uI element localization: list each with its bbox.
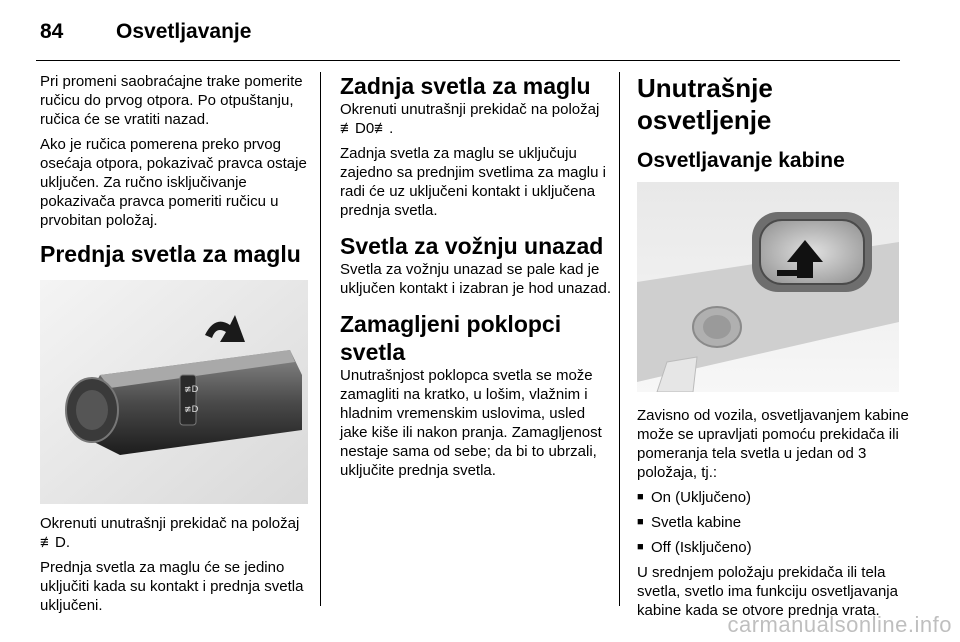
column-divider bbox=[320, 72, 321, 606]
svg-text:≢D: ≢D bbox=[184, 405, 199, 415]
paragraph: Zavisno od vozila, osvetljavanjem kabine može se upravljati pomoću prekidača ili pomeranja tela svetla u jedan od 3 položaja, tj.: bbox=[637, 407, 909, 481]
position-list bbox=[637, 488, 909, 557]
svg-text:≢D: ≢D bbox=[184, 385, 199, 395]
paragraph: Okrenuti unutrašnji prekidač na položaj ≢D0≢. bbox=[340, 101, 600, 137]
paragraph: Ako je ručica pomerena preko prvog osećaja otpora, pokazivač pravca ostaje uključen. Za ručno isključivanje pokazivača pravca pomeriti ručicu u prvobitan položaj. bbox=[40, 136, 307, 229]
paragraph: Svetla za vožnju unazad se pale kad je uključen kontakt i izabran je hod unazad. bbox=[340, 261, 612, 297]
list-item: ■ Svetla kabine bbox=[637, 513, 909, 532]
column-divider bbox=[619, 72, 620, 606]
paragraph: Prednja svetla za maglu će se jedino uključiti kada su kontakt i prednja svetla uključeni. bbox=[40, 559, 304, 614]
section-heading-front-fog: Prednja svetla za maglu bbox=[40, 241, 301, 267]
section-heading-rear-fog: Zadnja svetla za maglu bbox=[340, 73, 591, 99]
section-heading-misted-covers: Zamagljeni poklopci svetla bbox=[340, 311, 562, 365]
column-2 bbox=[340, 72, 612, 486]
paragraph: Zadnja svetla za maglu se uključuju zajedno sa prednjim svetlima za maglu i radi će uz uključeni kontakt i uključena prednja svetla. bbox=[340, 145, 606, 219]
header-rule bbox=[36, 60, 900, 61]
page-title: Osvetljavanje bbox=[116, 20, 252, 43]
paragraph: Unutrašnjost poklopca svetla se može zamagliti na kratko, u lošim, vlažnim i hladnim vremenskim uslovima, usled jake kiše ili nakon pranja. Zamagljenost nestaje sama od sebe; da bi to ubrzali, uključite prednja svetla. bbox=[340, 367, 602, 479]
paragraph: Okrenuti unutrašnji prekidač na položaj ≢D. bbox=[40, 515, 300, 551]
subsection-heading-cabin-lighting: Osvetljavanje kabine bbox=[637, 149, 845, 172]
paragraph: U srednjem položaju prekidača ili tela svetla, svetlo ima funkciju osvetljavanja kabine kada se otvore prednja vrata. bbox=[637, 564, 898, 619]
fog-switch-illustration bbox=[40, 280, 308, 504]
watermark: carmanualsonline.info bbox=[727, 612, 952, 637]
section-heading-reversing-lights: Svetla za vožnju unazad bbox=[340, 233, 604, 259]
paragraph: Pri promeni saobraćajne trake pomerite ručicu do prvog otpora. Po otpuštanju, ručica će se vratiti nazad. bbox=[40, 73, 303, 128]
list-item: ■ On (Uključeno) bbox=[637, 488, 909, 507]
page-number: 84 bbox=[40, 20, 64, 43]
section-heading-interior-lighting: Unutrašnje osvetljenje bbox=[637, 73, 773, 135]
column-1 bbox=[40, 72, 310, 621]
interior-light-illustration bbox=[637, 182, 905, 392]
list-item: ■ Off (Isključeno) bbox=[637, 538, 909, 557]
column-3 bbox=[637, 72, 909, 626]
